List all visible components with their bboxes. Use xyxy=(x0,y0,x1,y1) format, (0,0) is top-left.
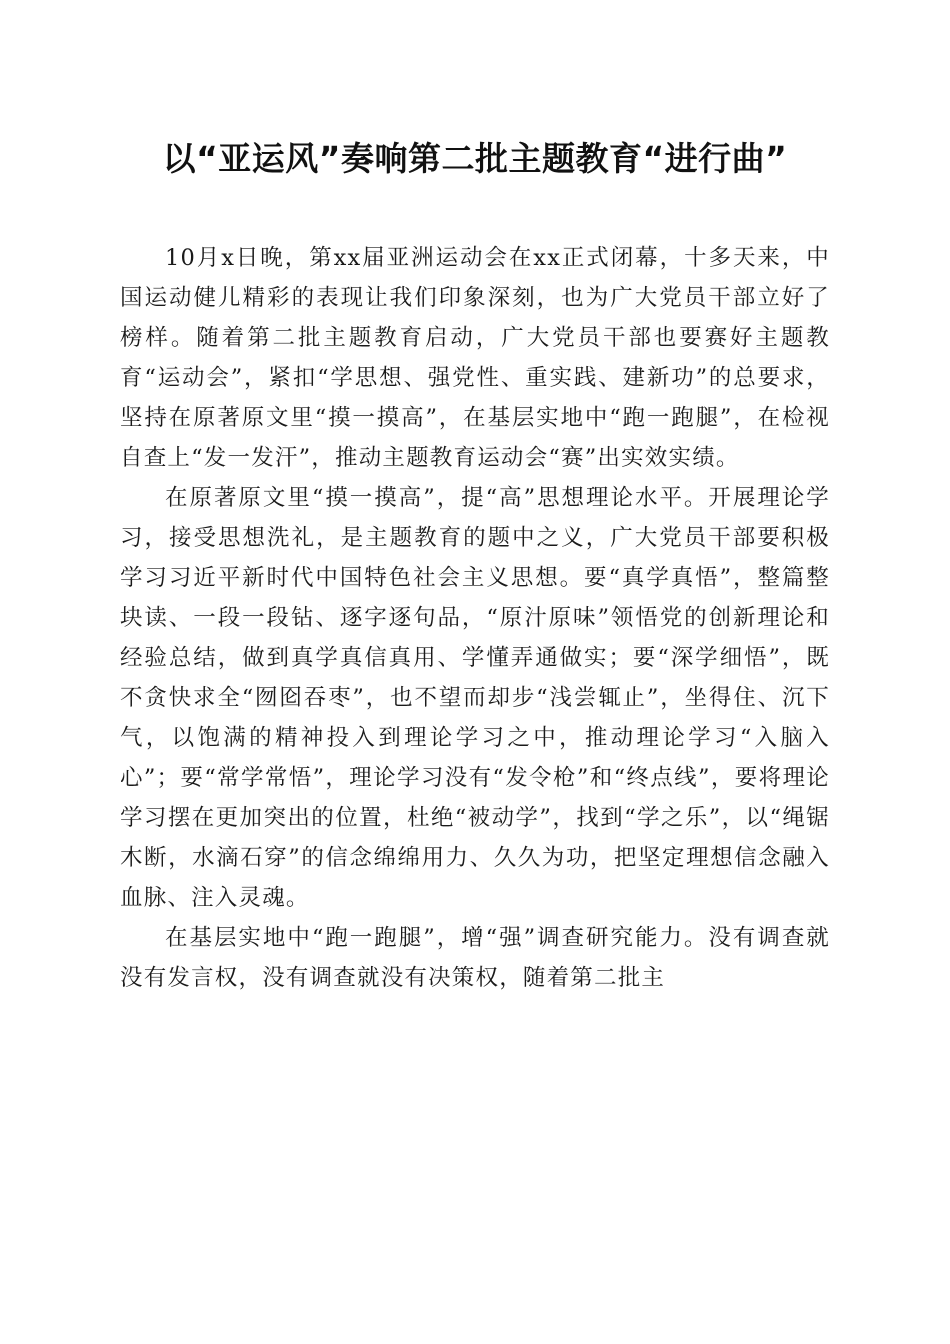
paragraph-3: 在基层实地中“跑一跑腿”，增“强”调查研究能力。没有调查就没有发言权，没有调查就没有决策权，随着第二批主 xyxy=(120,925,830,991)
document-title: 以“亚运风”奏响第二批主题教育“进行曲” xyxy=(162,139,788,178)
paragraph-2: 在原著原文里“摸一摸高”，提“高”思想理论水平。开展理论学习，接受思想洗礼，是主题教育的题中之义，广大党员干部要积极学习习近平新时代中国特色社会主义思想。要“真学真悟”，整篇整块读、一段一段钻、逐字逐句品，“原汁原味”领悟党的创新理论和经验总结，做到真学真信真用、学懂弄通做实；要“深学细悟”，既不贪快求全“囫囵吞枣”，也不望而却步“浅尝辄止”，坐得住、沉下气，以饱满的精神投入到理论学习之中，推动理论学习“入脑入心”；要“常学常悟”，理论学习没有“发令枪”和“终点线”，要将理论学习摆在更加突出的位置，杜绝“被动学”，找到“学之乐”，以“绳锯木断，水滴石穿”的信念绵绵用力、久久为功，把坚定理想信念融入血脉、注入灵魂。 xyxy=(120,485,830,911)
paragraph-1: 10月x日晚，第xx届亚洲运动会在xx正式闭幕，十多天来，中国运动健儿精彩的表现让我们印象深刻，也为广大党员干部立好了榜样。随着第二批主题教育启动，广大党员干部也要赛好主题教育“运动会”，紧扣“学思想、强党性、重实践、建新功”的总要求，坚持在原著原文里“摸一摸高”，在基层实地中“跑一跑腿”，在检视自查上“发一发汗”，推动主题教育运动会“赛”出实效实绩。 xyxy=(120,245,830,471)
document-body xyxy=(120,238,830,998)
